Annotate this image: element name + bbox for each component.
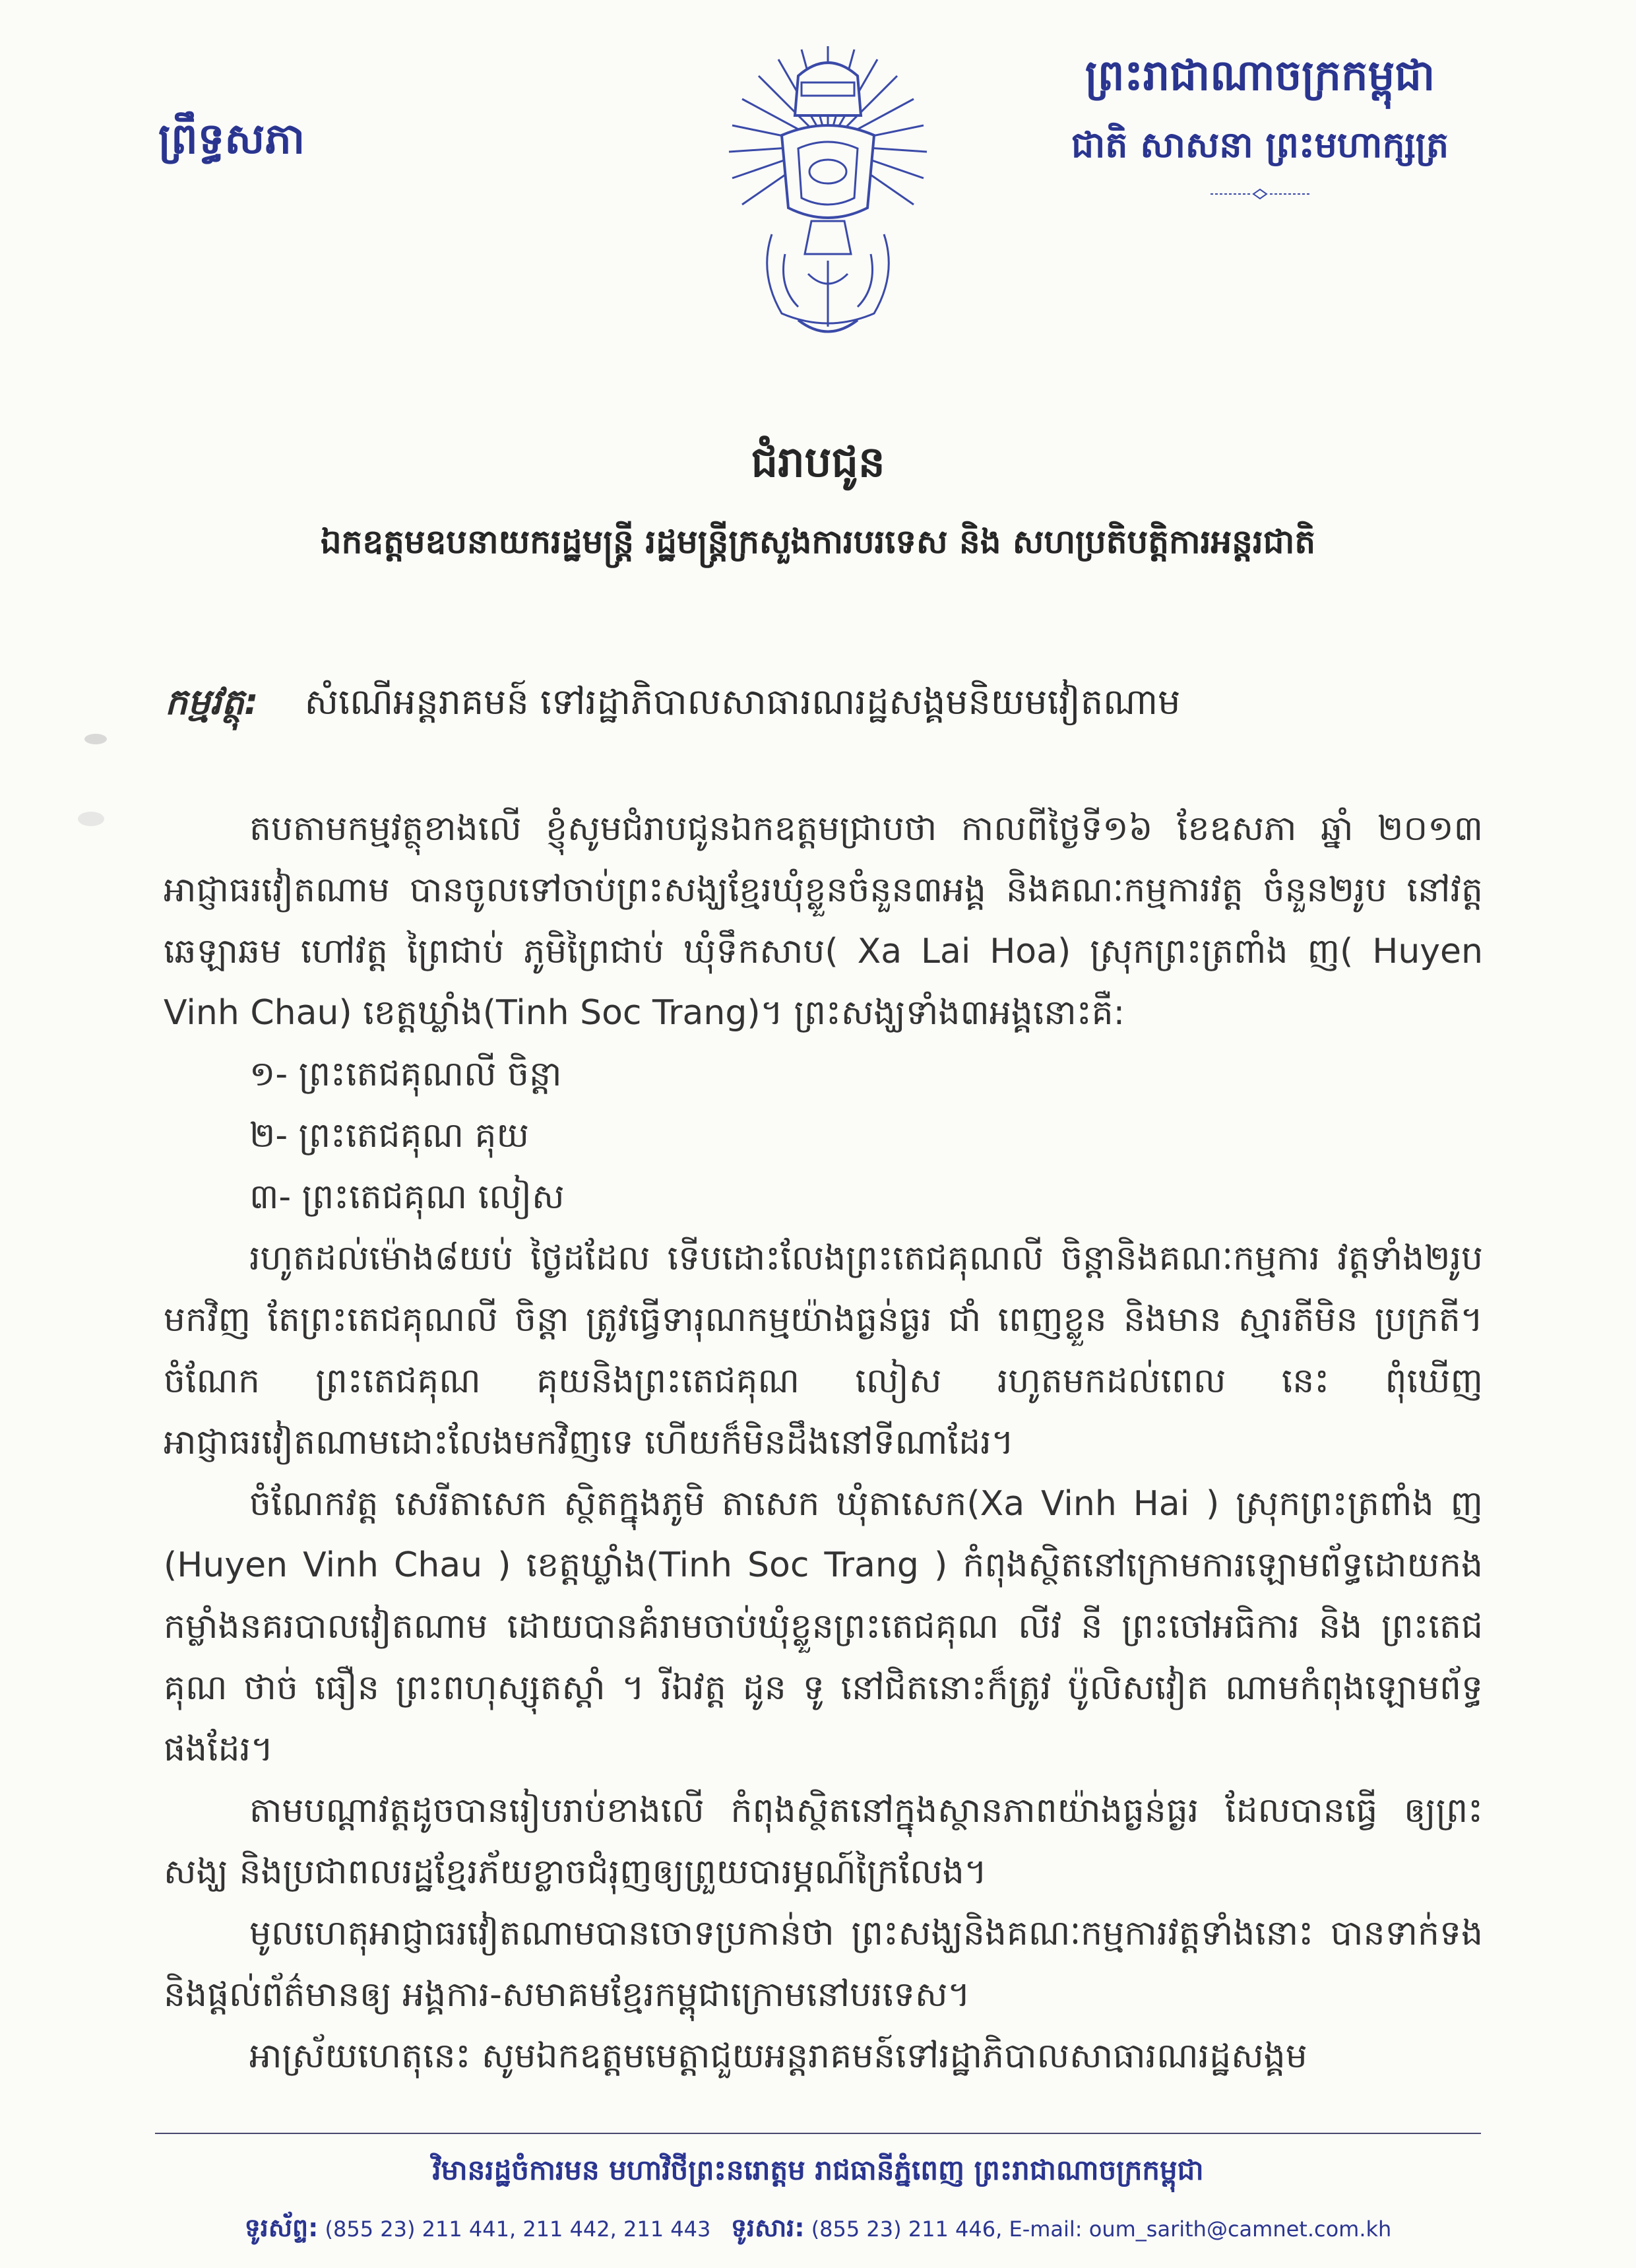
- paragraph-2: រហូតដល់ម៉ោង៨យប់ ថ្ងៃដដែល ទើបដោះលែងព្រះតេជគុណលី ចិន្តានិងគណៈកម្មការ វត្តទាំង២រូបមកវិញ តែព្រះតេជគុណលី ចិន្តា ត្រូវធ្វើទារុណកម្មយ៉ាងធ្ងន់ធ្ងរ ជាំ ពេញខ្លួន និងមាន ស្មារតីមិន ប្រក្រតី។ ចំណែក ព្រះតេជគុណ គុយនិងព្រះតេជគុណ លៀស រហូតមកដល់ពេល នេះ ពុំឃើញ អាជ្ញាធរវៀតណាមដោះលែងមកវិញទេ ហើយក៏មិនដឹងនៅទីណាដែរ។: [164, 1239, 1484, 1462]
- monk-list-item: ២- ព្រះតេជគុណ គុយ: [249, 1116, 530, 1155]
- subject-text: សំណើអន្តរាគមន៍ ទៅរដ្ឋាភិបាលសាធារណរដ្ឋសង្គមនិយមវៀតណាម: [304, 681, 1181, 723]
- paragraph-6: អាស្រ័យហេតុនេះ សូមឯកឧត្តមមេត្តាជួយអន្តរាគមន៍ទៅរដ្ឋាភិបាលសាធារណរដ្ឋសង្គម: [249, 2036, 1307, 2076]
- document-title: ជំរាបជូន: [751, 438, 885, 487]
- monk-list-item: ១- ព្រះតេជគុណលី ចិន្តា: [249, 1054, 562, 1094]
- national-motto: ជាតិ សាសនា ព្រះមហាក្សត្រ: [1071, 124, 1449, 166]
- paragraph-3: ចំណែកវត្ត សេរីតាសេក ស្ថិតក្នុងភូមិ តាសេក ឃុំតាសេក(Xa Vinh Hai ) ស្រុកព្រះត្រពាំង ញ (Huyen Vinh Chau ) ខេត្តឃ្លាំង(Tinh Soc Trang ) កំពុងស្ថិតនៅក្រោមការឡោមព័ទ្ធដោយកង កម្លាំងនគរបាលវៀតណាម ដោយបានគំរាមចាប់ឃុំខ្លួនព្រះតេជគុណ លីវ នី ព្រះចៅអធិការ និង ព្រះតេជគុណ ថាច់ ធឿន ព្រះពហុស្សុតស្តាំ ។ រីឯវត្ត ដូន ទូ នៅជិតនោះក៏ត្រូវ ប៉ូលិសវៀត ណាមកំពុងឡោមព័ទ្ធផងដែរ។: [164, 1484, 1483, 1769]
- subject-label: កម្មវត្ថុ:: [165, 681, 259, 723]
- scan-smudge: [78, 812, 104, 826]
- fax-label: ទូរសារ:: [730, 2213, 805, 2242]
- letter-body: [164, 798, 1483, 2087]
- paragraph-5: មូលហេតុអាជ្ញាធរវៀតណាមបានចោទប្រកាន់ថា ព្រះសង្ឃនិងគណៈកម្មការវត្តទាំងនោះ បានទាក់ទង និងផ្តល់ព័ត៌មានឲ្យ អង្គការ-សមាគមខ្មែរកម្ពុជាក្រោមនៅបរទេស។: [164, 1914, 1483, 2015]
- addressee-line: ឯកឧត្តមឧបនាយករដ្ឋមន្ត្រី រដ្ឋមន្ត្រីក្រសួងការបរទេស និង សហប្រតិបត្តិការអន្តរជាតិ: [320, 523, 1316, 561]
- ornament-divider-icon: [1211, 187, 1309, 201]
- kingdom-header: [1029, 40, 1491, 201]
- paragraph-1: តបតាមកម្មវត្ថុខាងលើ ខ្ញុំសូមជំរាបជូនឯកឧត្តមជ្រាបថា កាលពីថ្ងៃទី១៦ ខែឧសភា ឆ្នាំ ២០១៣ អាជ្ញាធរវៀតណាម បានចូលទៅចាប់ព្រះសង្ឃខ្មែរឃុំខ្លួនចំនួន៣អង្គ និងគណៈកម្មការវត្ត ចំនួន២រូប នៅវត្ត ឆេឡាឆម ហៅវត្ត ព្រៃជាប់ ភូមិព្រៃជាប់ ឃុំទឹកសាប( Xa Lai Hoa) ស្រុកព្រះត្រពាំង ញ( Huyen Vinh Chau) ខេត្តឃ្លាំង(Tinh Soc Trang)។ ព្រះសង្ឃទាំង៣អង្គនោះគឺ:: [164, 809, 1483, 1033]
- royal-arms-emblem-icon: [719, 36, 937, 346]
- phone-numbers: (855 23) 211 441, 211 442, 211 443: [325, 2217, 711, 2242]
- paragraph-4: តាមបណ្តាវត្តដូចបានរៀបរាប់ខាងលើ កំពុងស្ថិតនៅក្នុងស្ថានភាពយ៉ាងធ្ងន់ធ្ងរ ដែលបានធ្វើ ឲ្យព្រះសង្ឃ និងប្រជាពលរដ្ឋខ្មែរភ័យខ្លាចជំរុញឲ្យព្រួយបារម្ភណ៍ក្រៃលែង។: [164, 1791, 1483, 1892]
- monk-list: [164, 1044, 1483, 1228]
- subject-line: [165, 680, 1484, 732]
- kingdom-name: ព្រះរាជាណាចក្រកម្ពុជា: [1085, 51, 1435, 100]
- scan-smudge: [84, 734, 107, 744]
- footer-contact: [0, 2212, 1636, 2249]
- fax-email: (855 23) 211 446, E-mail: oum_sarith@camnet.com.kh: [811, 2217, 1392, 2242]
- footer-divider: [155, 2133, 1481, 2134]
- monk-list-item: ៣- ព្រះតេជគុណ លៀស: [249, 1177, 565, 1217]
- footer-address: វិមានរដ្ឋចំការមន មហាវិថីព្រះនរោត្តម រាជធានីភ្នំពេញ ព្រះរាជាណាចក្រកម្ពុជា: [432, 2154, 1204, 2186]
- phone-label: ទូរស័ព្ទ:: [244, 2213, 319, 2242]
- senate-label: ព្រឹទ្ធសភា: [158, 115, 305, 164]
